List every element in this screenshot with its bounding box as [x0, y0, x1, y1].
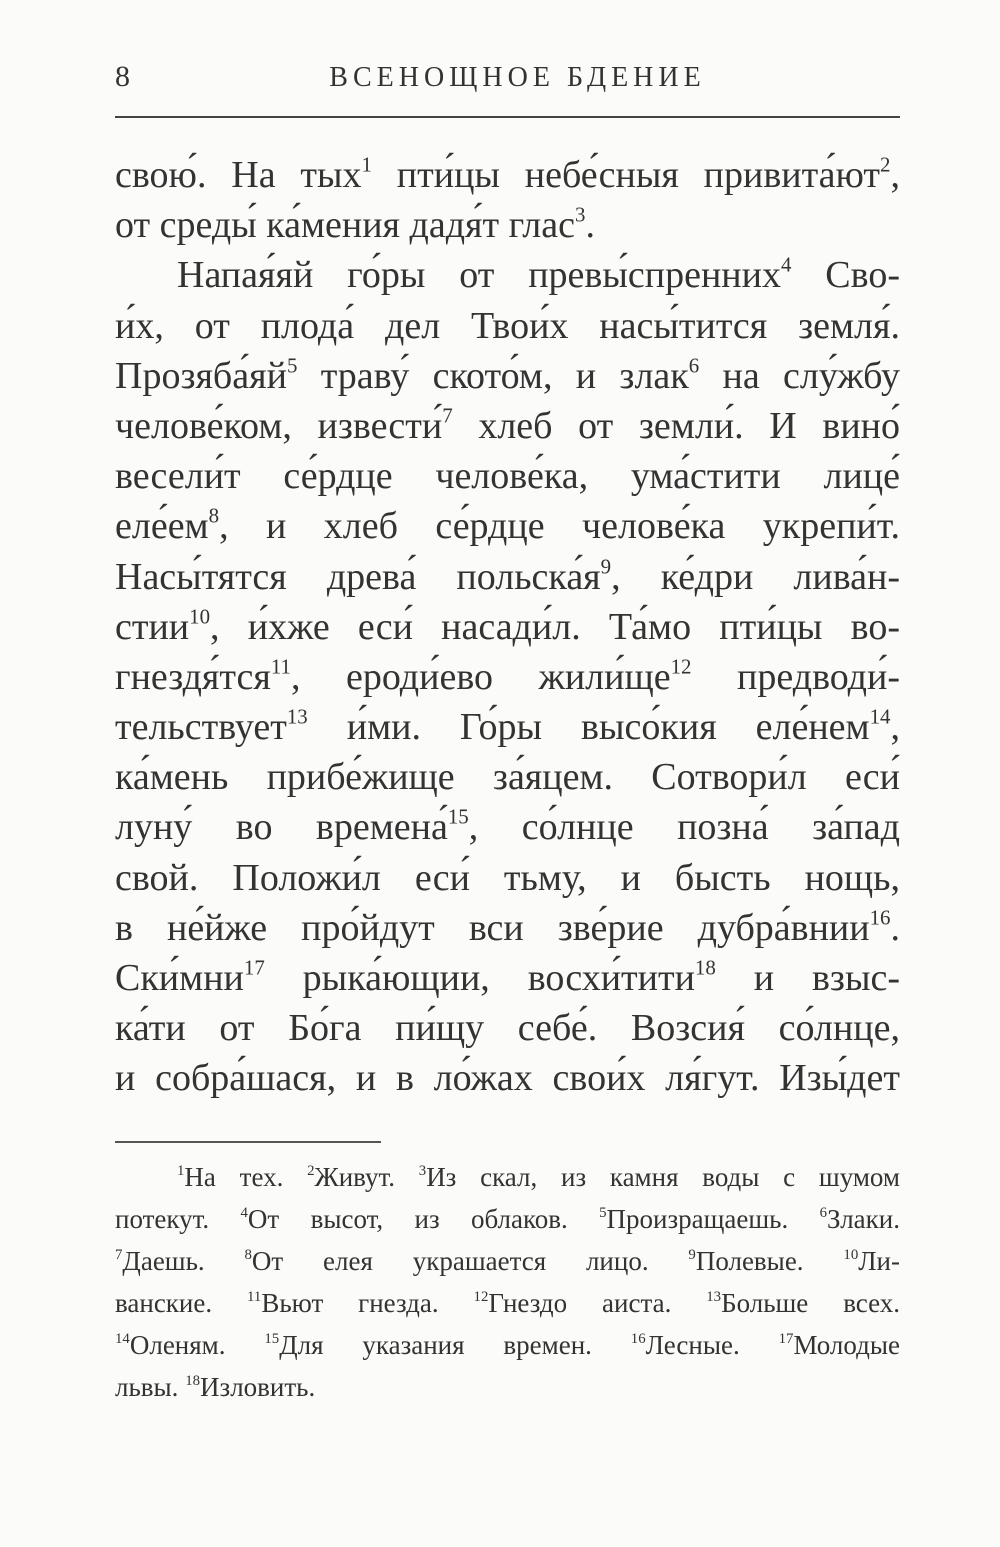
text-segment: хлеб от земли́. И вино́: [452, 404, 900, 447]
running-header: [115, 52, 900, 116]
footnote-line: [115, 1324, 900, 1366]
header-rule: [115, 116, 900, 118]
footnote-marker: 16: [630, 1330, 646, 1347]
text-segment: и собра́шася, и в ло́жах свои́х ля́гут. Изы́дет: [115, 1057, 900, 1100]
text-segment: львы.: [115, 1372, 186, 1402]
footnote-marker: 8: [208, 503, 220, 528]
text-segment: Прозяба́яй: [115, 354, 287, 397]
text-line: [115, 1003, 900, 1053]
text-segment: Ли-: [858, 1246, 900, 1276]
footnote-marker: 6: [688, 353, 700, 378]
text-segment: рыка́ющии, восхи́тити: [264, 957, 695, 999]
text-segment: Из скал, из камня воды с шумом: [426, 1162, 900, 1192]
footnote-marker: 8: [244, 1246, 252, 1263]
footnote-line: [115, 1282, 900, 1324]
text-segment: Молодые: [793, 1330, 900, 1360]
text-line: [115, 853, 900, 903]
text-segment: От высот, из облаков.: [247, 1204, 600, 1234]
text-line: [115, 301, 900, 351]
text-segment: , ке́дри лива́н-: [611, 555, 900, 598]
text-segment: , и хлеб се́рдце челове́ка укрепи́т.: [219, 505, 900, 548]
text-segment: Для указания времен.: [279, 1330, 631, 1360]
text-segment: ка́ти от Бо́га пи́щу себе́. Возсия́ со́лнце,: [115, 1007, 900, 1050]
footnote-marker: 15: [264, 1330, 280, 1347]
text-line: [115, 401, 900, 451]
text-segment: Сво-: [791, 254, 900, 297]
text-segment: Больше всех.: [721, 1288, 900, 1318]
text-segment: ,: [890, 706, 900, 749]
text-segment: , и́хже еси́ насади́л. Та́мо пти́цы во-: [210, 605, 900, 648]
text-line: [115, 602, 900, 652]
footnote-marker: 12: [473, 1288, 489, 1305]
footnote-marker: 4: [240, 1204, 248, 1221]
text-segment: .: [890, 906, 900, 949]
footnotes: [115, 1156, 900, 1408]
footnote-marker: 15: [447, 804, 469, 829]
text-segment: Полевые.: [695, 1246, 844, 1276]
text-segment: челове́ком, извести́: [115, 404, 443, 447]
footnote-marker: 14: [869, 704, 891, 729]
text-segment: в не́йже про́йдут вси зве́рие дубра́внии: [115, 906, 870, 949]
text-line: [115, 802, 900, 852]
footnote-marker: 9: [600, 553, 612, 578]
text-segment: , со́лнце позна́ за́пад: [468, 806, 901, 849]
footnote-line: [115, 1366, 900, 1408]
text-segment: и взыс-: [715, 957, 900, 999]
text-segment: Изловить.: [200, 1372, 316, 1402]
text-line: [115, 150, 900, 200]
footnote-line: [115, 1198, 900, 1240]
footnote-marker: 16: [869, 905, 891, 930]
text-line: [115, 200, 900, 250]
text-line: [115, 903, 900, 953]
footnote-marker: 7: [442, 403, 453, 428]
text-segment: на слу́жбу: [699, 354, 900, 397]
text-segment: от среды́ ка́мения дадя́т глас: [115, 204, 575, 247]
footnote-marker: 11: [247, 1288, 262, 1305]
text-segment: тельствует: [115, 706, 287, 749]
text-line: [115, 1053, 900, 1103]
main-text: [115, 150, 900, 1104]
footnote-marker: 6: [819, 1204, 828, 1221]
footnote-marker: 13: [706, 1288, 722, 1305]
text-segment: От елея украшается лицо.: [251, 1246, 689, 1276]
footnote-marker: 13: [286, 704, 308, 729]
footnote-marker: 1: [177, 1162, 185, 1179]
text-segment: Гнездо аиста.: [488, 1288, 707, 1318]
footnote-marker: 14: [115, 1330, 130, 1347]
text-line: [115, 702, 900, 752]
text-segment: и́ми. Го́ры высо́кия еле́нем: [307, 706, 870, 749]
footnote-marker: 10: [189, 604, 211, 629]
text-segment: Насы́тятся древа́ польска́я: [115, 555, 601, 598]
text-segment: предводи́-: [691, 655, 900, 698]
text-line: [115, 250, 900, 300]
text-segment: Ски́мни: [115, 957, 244, 999]
text-segment: , ероди́ево жили́ще: [290, 655, 671, 698]
text-segment: .: [585, 204, 595, 247]
footnote-marker: 2: [307, 1162, 315, 1179]
footnote-marker: 12: [670, 654, 692, 679]
footnote-marker: 11: [270, 654, 291, 679]
text-segment: гнездя́тся: [115, 655, 271, 698]
text-segment: Произращаешь.: [606, 1204, 820, 1234]
text-segment: ванские.: [115, 1288, 248, 1318]
text-segment: Напая́яй го́ры от превы́спренних: [177, 254, 781, 297]
text-segment: пти́цы небе́сныя привита́ют: [371, 154, 881, 196]
footnote-marker: 18: [694, 955, 716, 980]
text-segment: свою́. На тых: [115, 154, 362, 196]
text-line: [115, 451, 900, 501]
footnote-marker: 4: [780, 252, 792, 277]
text-line: [115, 953, 900, 1003]
footnote-marker: 5: [599, 1204, 607, 1221]
footnote-marker: 7: [115, 1246, 123, 1263]
footnote-marker: 18: [185, 1372, 201, 1389]
footnote-line: [115, 1156, 900, 1198]
text-segment: Даешь.: [122, 1246, 245, 1276]
text-segment: еле́ем: [115, 505, 209, 548]
footnote-marker: 3: [575, 202, 586, 227]
running-title: ВСЕНОЩНОЕ БДЕНИЕ: [329, 62, 706, 93]
text-line: [115, 351, 900, 401]
footnote-marker: 10: [843, 1246, 859, 1263]
footnote-marker: 3: [418, 1162, 427, 1179]
text-line: [115, 552, 900, 602]
footnote-line: [115, 1240, 900, 1282]
footnote-marker: 17: [243, 955, 265, 980]
footnote-marker: 1: [361, 152, 372, 177]
page-number: 8: [115, 60, 130, 93]
text-segment: Вьют гнезда.: [261, 1288, 474, 1318]
footnote-marker: 9: [688, 1246, 696, 1263]
text-segment: Злаки.: [827, 1204, 900, 1234]
text-segment: траву́ ското́м, и злак: [297, 354, 689, 397]
text-segment: стии: [115, 605, 190, 648]
text-segment: На тех.: [184, 1162, 308, 1192]
text-line: [115, 652, 900, 702]
text-segment: и́х, от плода́ дел Твои́х насы́тится земля́.: [115, 304, 900, 347]
text-segment: луну́ во времена́: [115, 806, 448, 849]
text-segment: Оленям.: [129, 1330, 265, 1360]
text-line: [115, 752, 900, 802]
text-segment: Живут.: [314, 1162, 419, 1192]
text-line: [115, 501, 900, 551]
text-segment: ,: [890, 154, 900, 196]
text-segment: свой. Положи́л еси́ тьму, и бысть нощь,: [115, 856, 900, 899]
text-segment: Лесные.: [645, 1330, 779, 1360]
footnote-marker: 5: [286, 353, 298, 378]
footnote-separator: [115, 1141, 381, 1143]
text-segment: ка́мень прибе́жище за́яцем. Сотвори́л еси́: [115, 756, 900, 799]
text-segment: потекут.: [115, 1204, 241, 1234]
footnote-marker: 2: [880, 152, 891, 177]
text-segment: весели́т се́рдце челове́ка, ума́стити лице́: [115, 455, 900, 498]
footnote-marker: 17: [778, 1330, 794, 1347]
